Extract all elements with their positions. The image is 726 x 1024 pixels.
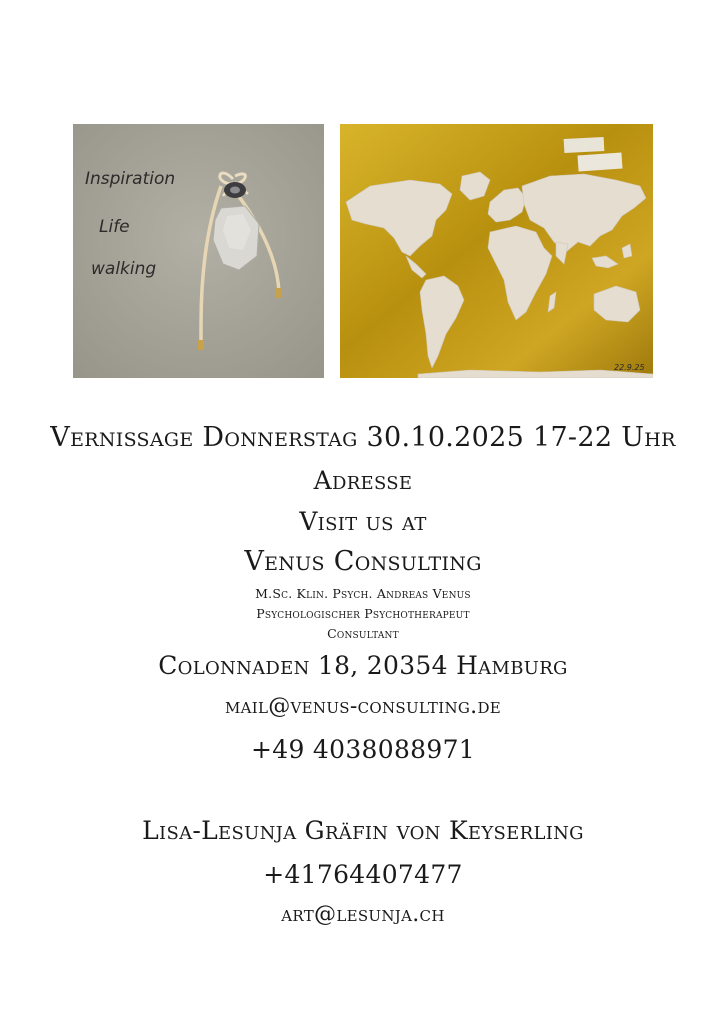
profession: Psychologischer Psychotherapeut xyxy=(256,606,470,621)
company-phone[interactable]: +49 4038088971 xyxy=(251,735,475,764)
company-name: Venus Consulting xyxy=(244,546,482,577)
address-heading: Adresse xyxy=(313,466,413,495)
artwork-photo-world-map xyxy=(340,124,653,378)
world-map-artwork-image xyxy=(340,124,653,378)
artist-name: Lisa-Lesunja Gräfin von Keyserling xyxy=(142,816,584,845)
artwork-photo-pendant xyxy=(73,124,324,378)
svg-text:walking: walking xyxy=(91,259,157,279)
person-title: M.Sc. Klin. Psych. Andreas Venus xyxy=(255,586,471,601)
svg-text:Life: Life xyxy=(99,217,130,237)
street-address: Colonnaden 18, 20354 Hamburg xyxy=(158,651,568,680)
pendant-artwork-image xyxy=(73,124,324,378)
signature: 22.9.25 xyxy=(614,363,645,372)
svg-text:Inspiration: Inspiration xyxy=(85,169,176,189)
company-email-link[interactable]: mail@venus-consulting.de xyxy=(224,694,502,719)
role: Consultant xyxy=(327,626,399,641)
artist-email-link[interactable]: art@lesunja.ch xyxy=(281,902,445,927)
artist-phone[interactable]: +41764407477 xyxy=(263,860,463,889)
visit-us-heading: Visit us at xyxy=(299,507,427,536)
vernissage-heading: Vernissage Donnerstag 30.10.2025 17-22 Uhr xyxy=(50,422,676,453)
